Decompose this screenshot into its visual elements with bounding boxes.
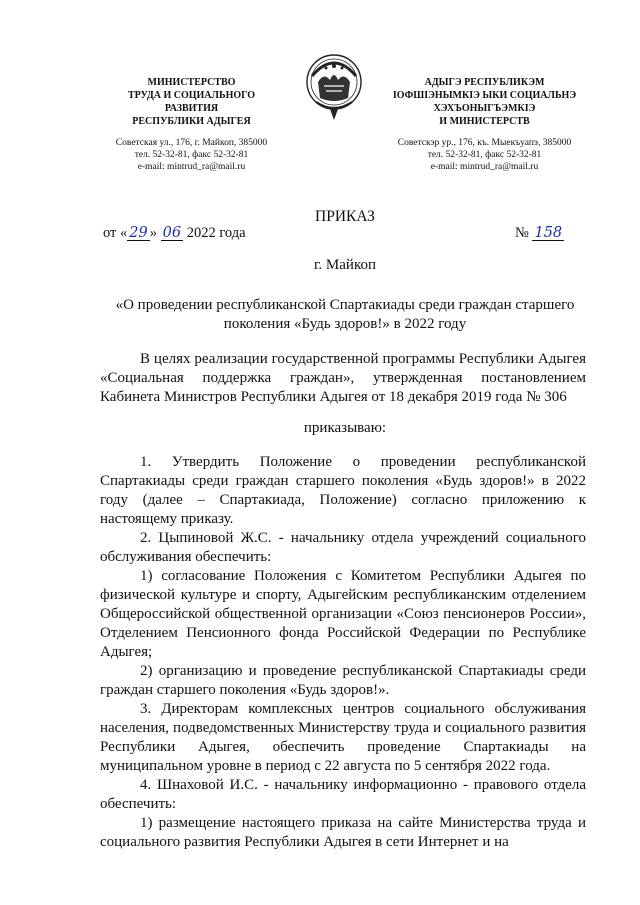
order-items xyxy=(100,453,586,852)
decree-word: приказываю: xyxy=(303,420,387,436)
order-title: ПРИКАЗ xyxy=(315,208,375,225)
ministry-name-line: РАЗВИТИЯ xyxy=(164,103,219,114)
address-block-russian xyxy=(84,137,299,173)
email-line: e-mail: mintrud_ra@mail.ru xyxy=(430,162,539,172)
date-prefix: от « xyxy=(103,225,128,241)
order-item: 3. Директорам комплексных центров социального обслуживания населения, подведомственных Министерству труда и социального развития Республики Адыгея, обеспечить проведение Спартакиады на муниципальном уровне в период с 22 августа по 5 сентября 2022 года. xyxy=(100,701,586,774)
handwritten-month: 06 xyxy=(162,225,182,241)
address-block-adyghe xyxy=(372,137,597,173)
ministry-name-adyghe xyxy=(372,76,597,128)
ministry-name-line: ІОФШІЭНЫМКІЭ ЫКИ СОЦИАЛЬНЭ xyxy=(392,90,577,101)
phone-line: тел. 52-32-81, факс 52-32-81 xyxy=(134,150,249,160)
ministry-name-line: АДЫГЭ РЕСПУБЛИКЭМ xyxy=(424,77,545,88)
ministry-name-line: МИНИСТЕРСТВО xyxy=(147,77,236,88)
phone-line: тел. 52-32-81, факс 52-32-81 xyxy=(427,150,542,160)
date-mid: » xyxy=(149,225,157,241)
handwritten-day: 29 xyxy=(129,225,148,241)
address-line: Советская ул., 176, г. Майкоп, 385000 xyxy=(115,138,268,148)
ministry-name-line: ХЭХЪОНЫГЪЭМКІЭ xyxy=(433,103,536,114)
order-item: 2) организацию и проведение республиканской Спартакиады среди граждан старшего поколения «Будь здоров!». xyxy=(100,663,586,698)
order-item: 1) размещение настоящего приказа на сайте Министерства труда и социального развития Республики Адыгея в сети Интернет и на xyxy=(100,815,586,850)
order-item: 1. Утвердить Положение о проведении республиканской Спартакиады среди граждан старшего поколения «Будь здоров!» в 2022 году (далее – Спартакиада, Положение) согласно приложению к настоящему приказу. xyxy=(100,454,586,527)
ministry-name-line: РЕСПУБЛИКИ АДЫГЕЯ xyxy=(132,116,251,127)
city-name: г. Майкоп xyxy=(313,257,377,273)
number-sign: № xyxy=(515,225,529,241)
date-suffix: 2022 года xyxy=(186,225,246,241)
order-number xyxy=(515,225,564,242)
address-line: Советскэр ур., 176, къ. Мыекъуапэ, 385000 xyxy=(397,138,572,148)
order-item: 1) согласование Положения с Комитетом Республики Адыгея по физической культуре и спорту, Адыгейским республиканским отделением Общероссийской общественной организации «Союз пенсионеров России», Отделением Пенсионного фонда Российской Федерации по Республике Адыгея; xyxy=(100,568,586,660)
ministry-name-russian xyxy=(84,76,299,128)
email-line: e-mail: mintrud_ra@mail.ru xyxy=(137,162,246,172)
order-item: 4. Шнаховой И.С. - начальнику информационно - правового отдела обеспечить: xyxy=(100,777,586,812)
ministry-name-line: И МИНИСТЕРСТВ xyxy=(439,116,530,127)
republic-emblem-icon xyxy=(304,46,364,124)
intro-paragraph-block xyxy=(100,350,586,407)
order-item: 2. Цыпиновой Ж.С. - начальнику отдела учреждений социального обслуживания обеспечить: xyxy=(100,530,586,565)
order-date xyxy=(103,225,246,242)
intro-paragraph: В целях реализации государственной программы Республики Адыгея «Социальная поддержка граждан», утвержденная постановлением Кабинета Министров Республики Адыгея от 18 декабря 2019 года № 306 xyxy=(100,351,586,405)
order-topic: «О проведении республиканской Спартакиады среди граждан старшего поколения «Будь здоров!» в 2022 году xyxy=(115,297,575,332)
handwritten-number: 158 xyxy=(534,225,563,241)
ministry-name-line: ТРУДА И СОЦИАЛЬНОГО xyxy=(127,90,256,101)
